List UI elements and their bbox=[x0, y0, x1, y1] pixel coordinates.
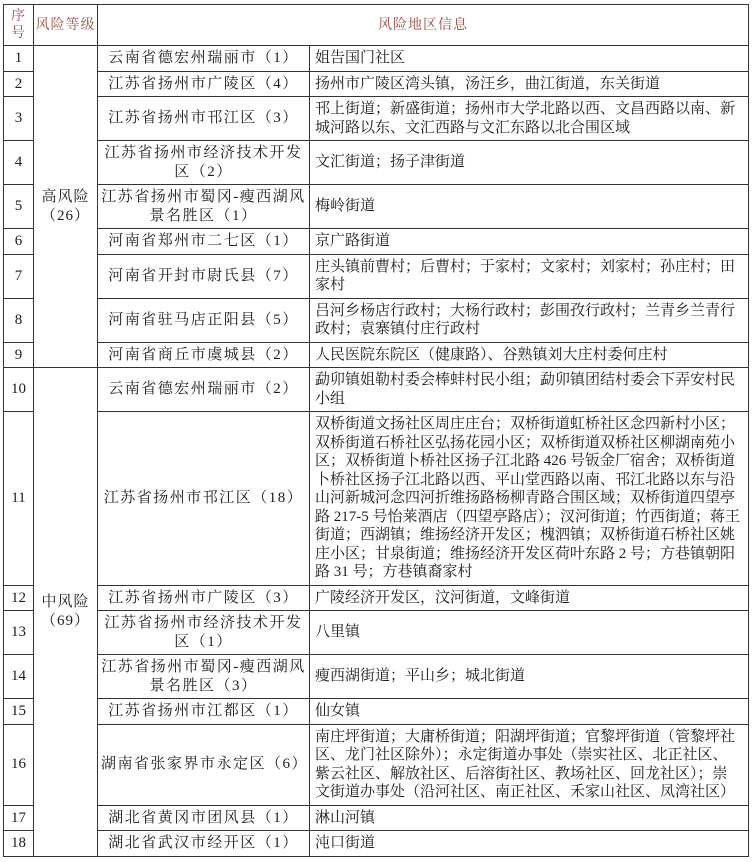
region-cell: 江苏省扬州市经济技术开发区（1） bbox=[98, 611, 310, 655]
table-row bbox=[4, 805, 749, 831]
table-row bbox=[4, 412, 749, 586]
serial-cell: 11 bbox=[4, 412, 34, 586]
table-row bbox=[4, 724, 749, 805]
detail-cell: 八里镇 bbox=[310, 611, 749, 655]
table-row bbox=[4, 342, 749, 368]
table-row bbox=[4, 97, 749, 141]
detail-cell: 梅岭街道 bbox=[310, 185, 749, 229]
detail-cell: 沌口街道 bbox=[310, 831, 749, 857]
table-row bbox=[4, 585, 749, 611]
serial-cell: 12 bbox=[4, 585, 34, 611]
serial-cell: 9 bbox=[4, 342, 34, 368]
table-row bbox=[4, 254, 749, 298]
table-row bbox=[4, 699, 749, 725]
serial-cell: 10 bbox=[4, 368, 34, 412]
risk-level-cell-medium: 中风险（69） bbox=[34, 368, 98, 857]
region-cell: 河南省商丘市虞城县（2） bbox=[98, 342, 310, 368]
region-cell: 湖北省武汉市经开区（1） bbox=[98, 831, 310, 857]
header-region-info: 风险地区信息 bbox=[98, 5, 749, 46]
serial-cell: 15 bbox=[4, 699, 34, 725]
serial-cell: 4 bbox=[4, 141, 34, 185]
detail-cell: 淋山河镇 bbox=[310, 805, 749, 831]
region-cell: 江苏省扬州市邗江区（3） bbox=[98, 97, 310, 141]
serial-cell: 8 bbox=[4, 298, 34, 342]
table-row bbox=[4, 298, 749, 342]
detail-cell: 双桥街道文扬社区周庄庄台；双桥街道虹桥社区念四新村小区；双桥街道石桥社区弘扬花园小区；双桥街道双桥社区柳湖南苑小区；双桥街道卜桥社区扬子江北路 426 号钣金厂宿舍；双桥街道卜桥社区扬子江北路以西、平山堂西路以南、邗江北路以东与沿山河新城河念四河折维扬路杨柳青路合围区域；双桥街道四望亭路 217-5 号怡莱酒店（四望亭路店）；汊河街道；竹西街道；蒋王街道；西湖镇；维扬经济开发区；槐泗镇；双桥街道石桥社区姚庄小区；甘泉街道；维扬经济开发区荷叶东路 2 号；方巷镇朝阳路 31 号；方巷镇裔家村 bbox=[310, 412, 749, 586]
serial-cell: 7 bbox=[4, 254, 34, 298]
serial-cell: 13 bbox=[4, 611, 34, 655]
region-cell: 湖南省张家界市永定区（6） bbox=[98, 724, 310, 805]
region-cell: 江苏省扬州市江都区（1） bbox=[98, 699, 310, 725]
region-cell: 河南省郑州市二七区（1） bbox=[98, 229, 310, 255]
serial-cell: 3 bbox=[4, 97, 34, 141]
region-cell: 云南省德宏州瑞丽市（2） bbox=[98, 368, 310, 412]
risk-level-cell-high: 高风险（26） bbox=[34, 46, 98, 368]
detail-cell: 文汇街道；扬子津街道 bbox=[310, 141, 749, 185]
table-row bbox=[4, 831, 749, 857]
header-serial: 序号 bbox=[4, 5, 34, 46]
table-row bbox=[4, 141, 749, 185]
region-cell: 河南省驻马店正阳县（5） bbox=[98, 298, 310, 342]
region-cell: 江苏省扬州市广陵区（3） bbox=[98, 585, 310, 611]
serial-cell: 5 bbox=[4, 185, 34, 229]
table-row bbox=[4, 229, 749, 255]
detail-cell: 南庄坪街道；大庸桥街道；阳湖坪街道；官黎坪街道（管黎坪社区、龙门社区除外）；永定街道办事处（崇实社区、北正社区、紫云社区、解放社区、后溶街社区、教场社区、回龙社区）；崇文街道办事处（沿河社区、南正社区、禾家山社区、凤湾社区） bbox=[310, 724, 749, 805]
region-cell: 云南省德宏州瑞丽市（1） bbox=[98, 46, 310, 72]
table-row bbox=[4, 368, 749, 412]
header-risk-level: 风险等级 bbox=[34, 5, 98, 46]
table-row bbox=[4, 71, 749, 97]
region-cell: 河南省开封市尉氏县（7） bbox=[98, 254, 310, 298]
table-row bbox=[4, 185, 749, 229]
serial-cell: 18 bbox=[4, 831, 34, 857]
serial-cell: 14 bbox=[4, 655, 34, 699]
detail-cell: 邗上街道；新盛街道；扬州市大学北路以西、文昌西路以南、新城河路以东、文汇西路与文汇东路以北合围区域 bbox=[310, 97, 749, 141]
header-row bbox=[4, 5, 749, 46]
serial-cell: 1 bbox=[4, 46, 34, 72]
region-cell: 江苏省扬州市广陵区（4） bbox=[98, 71, 310, 97]
region-cell: 江苏省扬州市蜀冈-瘦西湖风景名胜区（1） bbox=[98, 185, 310, 229]
serial-cell: 6 bbox=[4, 229, 34, 255]
region-cell: 湖北省黄冈市团风县（1） bbox=[98, 805, 310, 831]
region-cell: 江苏省扬州市蜀冈-瘦西湖风景名胜区（3） bbox=[98, 655, 310, 699]
serial-cell: 17 bbox=[4, 805, 34, 831]
region-cell: 江苏省扬州市邗江区（18） bbox=[98, 412, 310, 586]
region-cell: 江苏省扬州市经济技术开发区（2） bbox=[98, 141, 310, 185]
detail-cell: 扬州市广陵区湾头镇，汤汪乡，曲江街道，东关街道 bbox=[310, 71, 749, 97]
risk-area-table bbox=[3, 4, 749, 857]
detail-cell: 吕河乡杨店行政村；大杨行政村；彭围孜行政村；兰青乡兰青行政村；袁寨镇付庄行政村 bbox=[310, 298, 749, 342]
detail-cell: 仙女镇 bbox=[310, 699, 749, 725]
detail-cell: 庄头镇前曹村；后曹村；于家村；文家村；刘家村；孙庄村；田家村 bbox=[310, 254, 749, 298]
detail-cell: 广陵经济开发区，汶河街道，文峰街道 bbox=[310, 585, 749, 611]
serial-cell: 2 bbox=[4, 71, 34, 97]
table-row bbox=[4, 46, 749, 72]
serial-cell: 16 bbox=[4, 724, 34, 805]
detail-cell: 瘦西湖街道；平山乡；城北街道 bbox=[310, 655, 749, 699]
table-row bbox=[4, 655, 749, 699]
detail-cell: 京广路街道 bbox=[310, 229, 749, 255]
detail-cell: 姐告国门社区 bbox=[310, 46, 749, 72]
detail-cell: 勐卯镇姐勒村委会棒蚌村民小组；勐卯镇团结村委会下弄安村民小组 bbox=[310, 368, 749, 412]
detail-cell: 人民医院东院区（健康路）、谷熟镇刘大庄村委何庄村 bbox=[310, 342, 749, 368]
table-row bbox=[4, 611, 749, 655]
